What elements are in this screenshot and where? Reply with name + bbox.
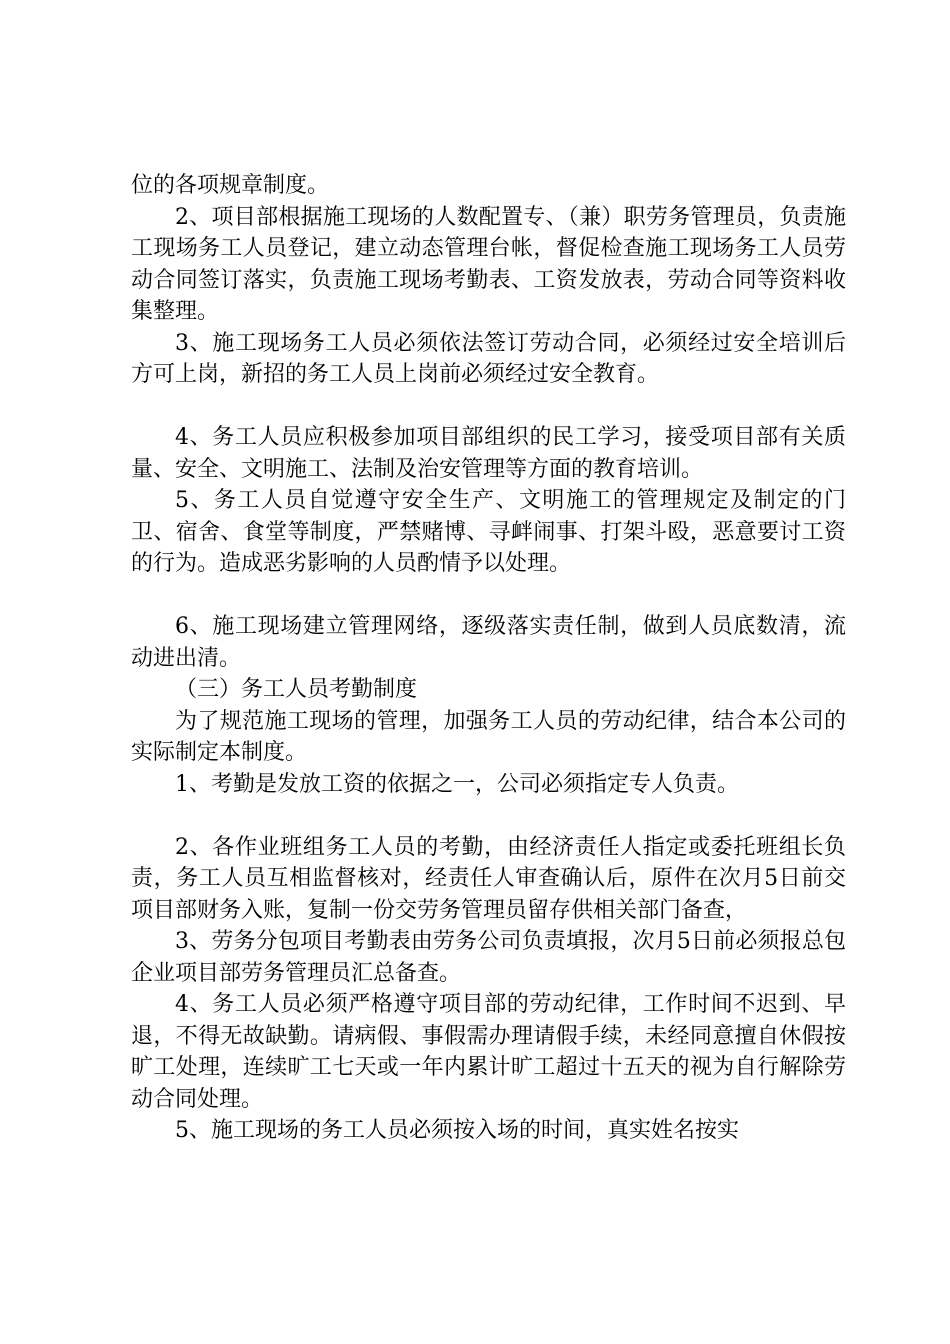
paragraph-8: 1、考勤是发放工资的依据之一，公司必须指定专人负责。 [175, 771, 739, 797]
paragraph-4: 5、务工人员自觉遵守安全生产、文明施工的管理规定及制定的门卫、宿舍、食堂等制度，严禁赌博、寻衅闹事、打架斗殴，恶意要讨工资的行为。造成恶劣影响的人员酌情予以处理。 [131, 488, 846, 576]
paragraph-12: 5、施工现场的务工人员必须按入场的时间，真实姓名按实 [175, 1118, 739, 1143]
paragraph-5: 6、施工现场建立管理网络，逐级落实责任制，做到人员底数清，流动进出清。 [131, 614, 846, 671]
paragraph-9: 2、各作业班组务工人员的考勤，由经济责任人指定或委托班组长负责，务工人员互相监督核对，经责任人审查确认后，原件在次月5日前交项目部财务入账，复制一份交劳务管理员留存供相关部门备查， [131, 834, 846, 923]
paragraph-10: 3、劳务分包项目考勤表由劳务公司负责填报，次月5日前必须报总包企业项目部劳务管理员汇总备查。 [131, 929, 846, 986]
paragraph-11: 4、务工人员必须严格遵守项目部的劳动纪律，工作时间不迟到、早退，不得无故缺勤。请病假、事假需办理请假手续，未经同意擅自休假按旷工处理，连续旷工七天或一年内累计旷工超过十五天的视为自行解除劳动合同处理。 [131, 992, 846, 1112]
paragraph-1: 2、项目部根据施工现场的人数配置专、（兼）职劳务管理员，负责施工现场务工人员登记，建立动态管理台帐，督促检查施工现场务工人员劳动合同签订落实，负责施工现场考勤表、工资发放表，劳动合同等资料收集整理。 [131, 204, 846, 324]
paragraph-3: 4、务工人员应积极参加项目部组织的民工学习，接受项目部有关质量、安全、文明施工、法制及治安管理等方面的教育培训。 [131, 425, 846, 482]
section-heading: （三）务工人员考勤制度 [175, 677, 418, 702]
paragraph-2: 3、施工现场务工人员必须依法签订劳动合同，必须经过安全培训后方可上岗，新招的务工人员上岗前必须经过安全教育。 [131, 330, 846, 387]
paragraph-7: 为了规范施工现场的管理，加强务工人员的劳动纪律，结合本公司的实际制定本制度。 [131, 708, 846, 765]
paragraph-0: 位的各项规章制度。 [131, 173, 330, 198]
document-body [131, 170, 846, 1147]
